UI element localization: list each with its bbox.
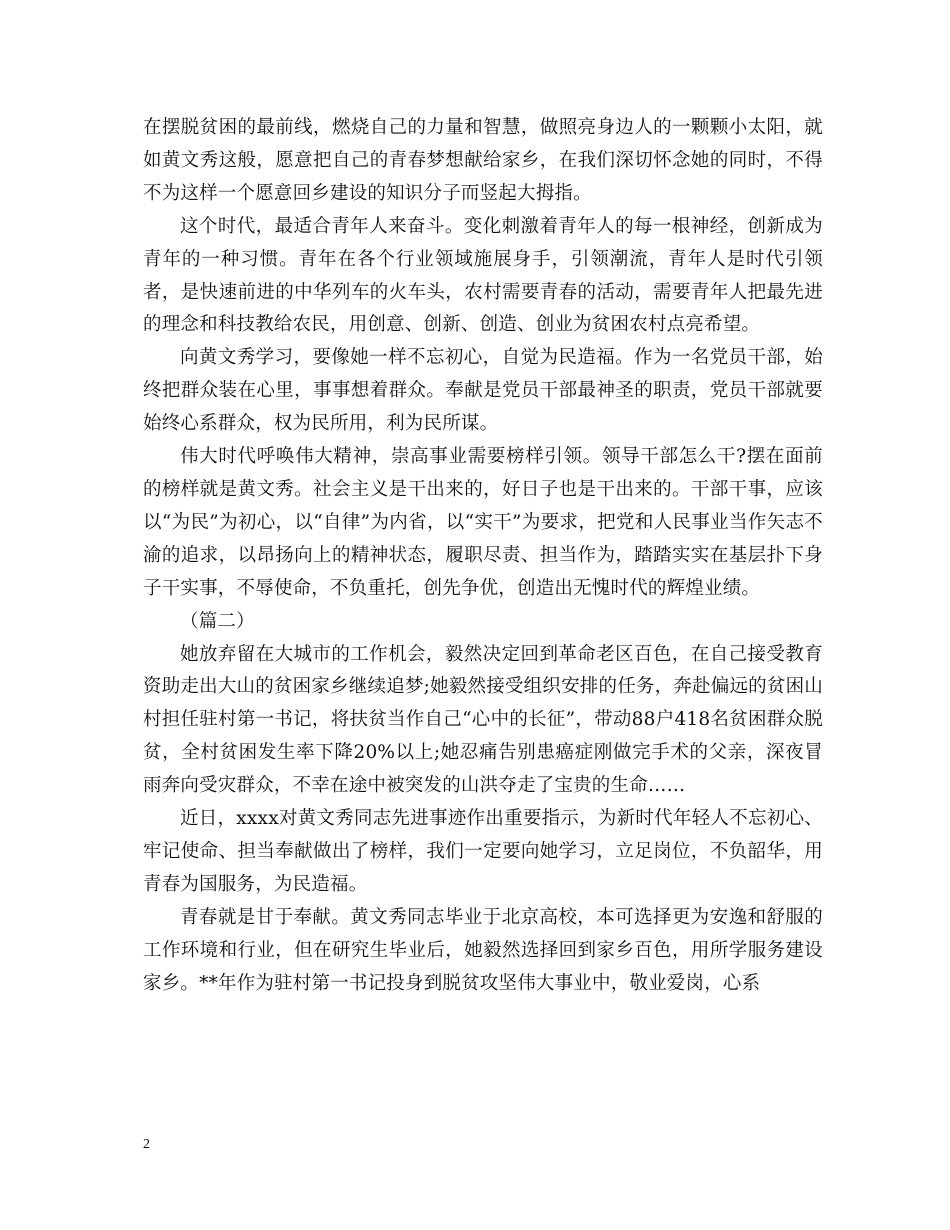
paragraph-7: 青春就是甘于奉献。黄文秀同志毕业于北京高校，本可选择更为安逸和舒服的工作环境和行业，但在研究生毕业后，她毅然选择回到家乡百色，用所学服务建设家乡。**年作为驻村第一书记投身到脱贫攻坚伟大事业中，敬业爱岗，心系 xyxy=(143,906,823,994)
paragraph-2: 这个时代，最适合青年人来奋斗。变化刺激着青年人的每一根神经，创新成为青年的一种习惯。青年在各个行业领域施展身手，引领潮流，青年人是时代引领者，是快速前进的中华列车的火车头，农村需要青春的活动，需要青年人把最先进的理念和科技教给农民，用创意、创新、创造、创业为贫困农村点亮希望。 xyxy=(143,215,823,336)
page-number: 2 xyxy=(143,1137,150,1152)
paragraph-6: 近日，xxxx对黄文秀同志先进事迹作出重要指示，为新时代年轻人不忘初心、牢记使命、担当奉献做出了榜样，我们一定要向她学习，立足岗位，不负韶华，用青春为国服务，为民造福。 xyxy=(143,808,823,895)
paragraph-1: 在摆脱贫困的最前线，燃烧自己的力量和智慧，做照亮身边人的一颗颗小太阳，就如黄文秀这般，愿意把自己的青春梦想献给家乡，在我们深切怀念她的同时，不得不为这样一个愿意回乡建设的知识分子而竖起大拇指。 xyxy=(143,117,823,204)
paragraph-4: 伟大时代呼唤伟大精神，崇高事业需要榜样引领。领导干部怎么干?摆在面前的榜样就是黄文秀。社会主义是干出来的，好日子也是干出来的。干部干事，应该以“为民”为初心，以“自律”为内省，以“实干”为要求，把党和人民事业当作矢志不渝的追求，以昂扬向上的精神状态，履职尽责、担当作为，踏踏实实在基层扑下身子干实事，不辱使命，不负重托，创先争优，创造出无愧时代的辉煌业绩。 xyxy=(143,446,823,599)
paragraph-5: 她放弃留在大城市的工作机会，毅然决定回到革命老区百色，在自己接受教育资助走出大山的贫困家乡继续追梦;她毅然接受组织安排的任务，奔赴偏远的贫困山村担任驻村第一书记，将扶贫当作自己“心中的长征”，带动88户418名贫困群众脱贫，全村贫困发生率下降20%以上;她忍痛告别患癌症刚做完手术的父亲，深夜冒雨奔向受灾群众，不幸在途中被突发的山洪夺走了宝贵的生命…… xyxy=(143,643,823,797)
section-heading: （篇二） xyxy=(180,610,255,632)
paragraph-3: 向黄文秀学习，要像她一样不忘初心，自觉为民造福。作为一名党员干部，始终把群众装在心里，事事想着群众。奉献是党员干部最神圣的职责，党员干部就要始终心系群众，权为民所用，利为民所谋。 xyxy=(143,347,823,435)
document-body xyxy=(143,112,823,1000)
